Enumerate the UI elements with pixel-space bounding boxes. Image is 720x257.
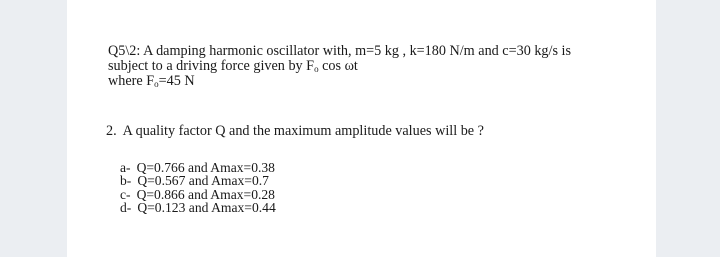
option-text: Q=0.123 and Amax=0.44 bbox=[137, 200, 276, 216]
subquestion-text: A quality factor Q and the maximum amplitude values will be ? bbox=[122, 123, 484, 139]
subquestion-number: 2. bbox=[106, 123, 117, 139]
subquestion bbox=[106, 123, 484, 140]
option-letter: d- bbox=[120, 200, 132, 216]
option-letter: a- bbox=[120, 160, 131, 175]
option-d[interactable] bbox=[120, 201, 276, 214]
option-a[interactable] bbox=[120, 161, 276, 174]
option-text: Q=0.766 and Amax=0.38 bbox=[136, 160, 275, 175]
question-line-2 bbox=[108, 59, 571, 74]
question-line-2-suffix: cos ωt bbox=[318, 58, 358, 74]
question-line-3-prefix: where F bbox=[108, 73, 155, 89]
question-line-1: Q5\2: A damping harmonic oscillator with, m=5 kg , k=180 N/m and c=30 kg/s is bbox=[108, 43, 571, 59]
document-page bbox=[67, 0, 656, 257]
option-letter: c- bbox=[120, 186, 131, 202]
force-subscript: o bbox=[314, 64, 319, 74]
option-text: Q=0.567 and Amax=0.7 bbox=[137, 173, 269, 189]
option-text: Q=0.866 and Amax=0.28 bbox=[136, 186, 275, 202]
question-line-3-suffix: =45 N bbox=[158, 73, 195, 89]
question-line-3 bbox=[108, 74, 571, 89]
option-letter: b- bbox=[120, 173, 132, 189]
question-statement bbox=[108, 44, 571, 89]
force-amplitude-subscript: o bbox=[154, 79, 159, 89]
option-c[interactable] bbox=[120, 188, 276, 201]
answer-options bbox=[120, 161, 276, 215]
question-line-2-prefix: subject to a driving force given by F bbox=[108, 58, 315, 74]
option-b[interactable] bbox=[120, 174, 276, 187]
